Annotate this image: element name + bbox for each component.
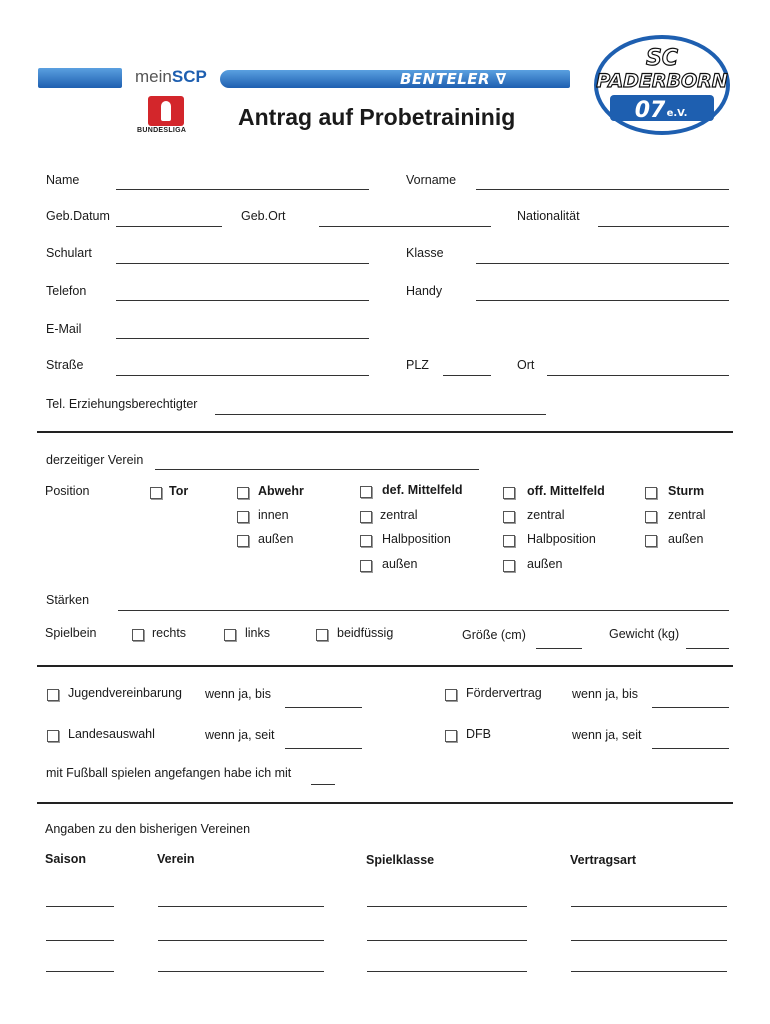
- angefangen-field[interactable]: [311, 784, 335, 785]
- staerken-label: Stärken: [46, 593, 90, 607]
- gewicht-label: Gewicht (kg): [609, 627, 680, 641]
- nationalitaet-label: Nationalität: [517, 209, 580, 223]
- foerder-wenn-label: wenn ja, bis: [572, 687, 639, 701]
- links-checkbox[interactable]: [224, 629, 236, 641]
- beidfuessig-label: beidfüssig: [337, 626, 394, 640]
- verein-field-1[interactable]: [158, 906, 324, 907]
- abwehr-aussen-label: außen: [258, 532, 294, 546]
- landes-checkbox[interactable]: [47, 730, 59, 742]
- ort-field[interactable]: [547, 375, 729, 376]
- jugend-label: Jugendvereinbarung: [68, 686, 182, 700]
- plz-field[interactable]: [443, 375, 491, 376]
- angefangen-label: mit Fußball spielen angefangen habe ich mit: [46, 766, 292, 780]
- landes-wenn-label: wenn ja, seit: [205, 728, 275, 742]
- gewicht-field[interactable]: [686, 648, 729, 649]
- links-label: links: [245, 626, 271, 640]
- sturm-label: Sturm: [668, 484, 705, 498]
- handy-label: Handy: [406, 284, 443, 298]
- rechts-checkbox[interactable]: [132, 629, 144, 641]
- bundesliga-logo-text: BUNDESLIGA: [137, 127, 187, 134]
- separator-3: [37, 802, 733, 804]
- landes-seit-field[interactable]: [285, 748, 362, 749]
- sturm-zentral-checkbox[interactable]: [645, 511, 657, 523]
- klasse-field[interactable]: [476, 263, 729, 264]
- geb-ort-label: Geb.Ort: [241, 209, 286, 223]
- email-field[interactable]: [116, 338, 369, 339]
- def-mittelfeld-label: def. Mittelfeld: [382, 483, 463, 497]
- abwehr-innen-label: innen: [258, 508, 289, 522]
- crest-07: 07: [634, 98, 666, 123]
- crest-ev: e.V.: [666, 108, 688, 119]
- off-aussen-checkbox[interactable]: [503, 560, 515, 572]
- vorname-field[interactable]: [476, 189, 729, 190]
- geb-datum-field[interactable]: [116, 226, 222, 227]
- dfb-wenn-label: wenn ja, seit: [572, 728, 642, 742]
- def-aussen-checkbox[interactable]: [360, 560, 372, 572]
- foerder-bis-field[interactable]: [652, 707, 729, 708]
- separator-1: [37, 431, 733, 433]
- spielklasse-header: Spielklasse: [366, 853, 435, 867]
- off-mittelfeld-checkbox[interactable]: [503, 487, 515, 499]
- ort-label: Ort: [517, 358, 535, 372]
- tel-erz-field[interactable]: [215, 414, 546, 415]
- crest-sc: SC: [646, 46, 678, 71]
- foerder-checkbox[interactable]: [445, 689, 457, 701]
- bundesliga-logo-icon: [148, 96, 184, 126]
- foerder-label: Fördervertrag: [466, 686, 542, 700]
- schulart-label: Schulart: [46, 246, 92, 260]
- page-title: Antrag auf Probetraininig: [238, 104, 516, 130]
- landes-label: Landesauswahl: [68, 727, 155, 741]
- verein-field-2[interactable]: [158, 940, 324, 941]
- verein-field[interactable]: [155, 469, 479, 470]
- telefon-field[interactable]: [116, 300, 369, 301]
- schulart-field[interactable]: [116, 263, 369, 264]
- plz-label: PLZ: [406, 358, 429, 372]
- off-zentral-checkbox[interactable]: [503, 511, 515, 523]
- strasse-field[interactable]: [116, 375, 369, 376]
- spielklasse-field-2[interactable]: [367, 940, 527, 941]
- name-label: Name: [46, 173, 80, 187]
- abwehr-label: Abwehr: [258, 484, 304, 498]
- history-heading: Angaben zu den bisherigen Vereinen: [45, 822, 251, 836]
- def-zentral-checkbox[interactable]: [360, 511, 372, 523]
- meinscp-logo: meinSCP: [135, 67, 207, 86]
- off-aussen-label: außen: [527, 557, 563, 571]
- sturm-aussen-checkbox[interactable]: [645, 535, 657, 547]
- jugend-checkbox[interactable]: [47, 689, 59, 701]
- dfb-seit-field[interactable]: [652, 748, 729, 749]
- spielklasse-field-3[interactable]: [367, 971, 527, 972]
- beidfuessig-checkbox[interactable]: [316, 629, 328, 641]
- saison-field-3[interactable]: [46, 971, 114, 972]
- separator-2: [37, 665, 733, 667]
- geb-ort-field[interactable]: [319, 226, 491, 227]
- saison-field-2[interactable]: [46, 940, 114, 941]
- saison-header: Saison: [45, 852, 86, 866]
- sturm-aussen-label: außen: [668, 532, 704, 546]
- def-aussen-label: außen: [382, 557, 418, 571]
- off-zentral-label: zentral: [527, 508, 565, 522]
- groesse-label: Größe (cm): [462, 628, 526, 642]
- sturm-checkbox[interactable]: [645, 487, 657, 499]
- vertragsart-header: Vertragsart: [570, 853, 637, 867]
- def-mittelfeld-checkbox[interactable]: [360, 486, 372, 498]
- verein-label: derzeitiger Verein: [46, 453, 144, 467]
- vertragsart-field-1[interactable]: [571, 906, 727, 907]
- vertragsart-field-2[interactable]: [571, 940, 727, 941]
- telefon-label: Telefon: [46, 284, 87, 298]
- strasse-label: Straße: [46, 358, 84, 372]
- verein-header: Verein: [157, 852, 195, 866]
- dfb-label: DFB: [466, 727, 491, 741]
- tor-checkbox[interactable]: [150, 487, 162, 499]
- spielbein-label: Spielbein: [45, 626, 97, 640]
- tel-erz-label: Tel. Erziehungsberechtigter: [46, 397, 198, 411]
- off-halbposition-checkbox[interactable]: [503, 535, 515, 547]
- staerken-field[interactable]: [118, 610, 729, 611]
- nationalitaet-field[interactable]: [598, 226, 729, 227]
- sc-paderborn-crest: [592, 35, 732, 135]
- vertragsart-field-3[interactable]: [571, 971, 727, 972]
- klasse-label: Klasse: [406, 246, 444, 260]
- name-field[interactable]: [116, 189, 369, 190]
- rechts-label: rechts: [152, 626, 187, 640]
- abwehr-checkbox[interactable]: [237, 487, 249, 499]
- header-bar-left: [38, 68, 122, 88]
- jugend-bis-field[interactable]: [285, 707, 362, 708]
- off-halbposition-label: Halbposition: [527, 532, 596, 546]
- vorname-label: Vorname: [406, 173, 457, 187]
- jugend-wenn-label: wenn ja, bis: [205, 687, 272, 701]
- tor-label: Tor: [169, 484, 189, 498]
- crest-paderborn: PADERBORN: [596, 70, 728, 92]
- sturm-zentral-label: zentral: [668, 508, 706, 522]
- geb-datum-label: Geb.Datum: [46, 209, 110, 223]
- off-mittelfeld-label: off. Mittelfeld: [527, 484, 605, 498]
- dfb-checkbox[interactable]: [445, 730, 457, 742]
- def-halbposition-checkbox[interactable]: [360, 535, 372, 547]
- handy-field[interactable]: [476, 300, 729, 301]
- arena-logo: BENTELER ∇ ARENA: [400, 70, 507, 106]
- position-label: Position: [45, 484, 90, 498]
- abwehr-aussen-checkbox[interactable]: [237, 535, 249, 547]
- def-zentral-label: zentral: [380, 508, 418, 522]
- groesse-field[interactable]: [536, 648, 582, 649]
- email-label: E-Mail: [46, 322, 82, 336]
- spielklasse-field-1[interactable]: [367, 906, 527, 907]
- def-halbposition-label: Halbposition: [382, 532, 451, 546]
- saison-field-1[interactable]: [46, 906, 114, 907]
- verein-field-3[interactable]: [158, 971, 324, 972]
- abwehr-innen-checkbox[interactable]: [237, 511, 249, 523]
